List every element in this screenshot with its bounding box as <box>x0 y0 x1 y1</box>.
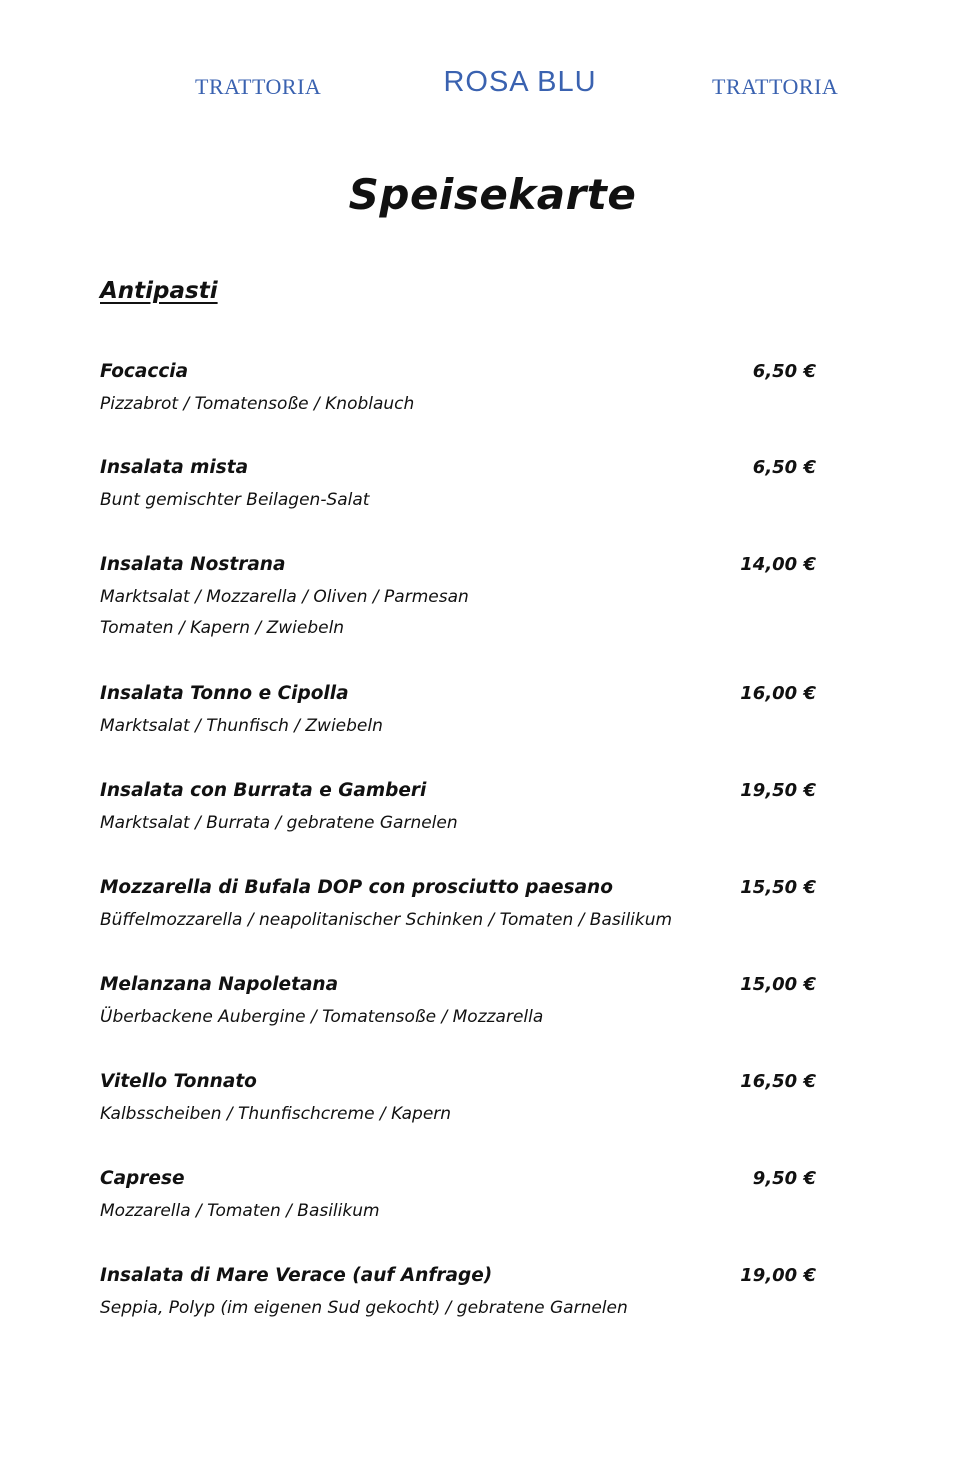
menu-item-price: 15,50 € <box>740 877 816 898</box>
menu-item <box>100 777 820 839</box>
menu-item-description: Marktsalat / Mozzarella / Oliven / Parmesan <box>100 587 469 607</box>
menu-item-price: 16,50 € <box>740 1071 816 1092</box>
menu-item <box>100 358 820 420</box>
menu-item-price: 14,00 € <box>740 554 816 575</box>
header-right-label: TRATTORIA <box>712 74 839 99</box>
menu-item-price: 6,50 € <box>752 361 816 382</box>
menu-item <box>100 551 820 644</box>
menu-item-description: Pizzabrot / Tomatensoße / Knoblauch <box>100 394 415 414</box>
menu-item-price: 19,00 € <box>740 1265 816 1286</box>
menu-item-name: Insalata Nostrana <box>100 554 286 575</box>
menu-item <box>100 1068 820 1130</box>
menu-item-name: Caprese <box>100 1168 185 1189</box>
menu-item <box>100 1262 820 1324</box>
menu-item-price: 15,00 € <box>740 974 816 995</box>
menu-item-price: 6,50 € <box>752 457 816 478</box>
menu-item <box>100 874 820 936</box>
menu-item-name: Insalata di Mare Verace (auf Anfrage) <box>100 1265 493 1286</box>
menu-item-description: Seppia, Polyp (im eigenen Sud gekocht) / gebratene Garnelen <box>100 1298 628 1318</box>
menu-item-description: Kalbsscheiben / Thunfischcreme / Kapern <box>100 1104 452 1124</box>
menu-item-description: Tomaten / Kapern / Zwiebeln <box>100 618 345 638</box>
restaurant-name: ROSA BLU <box>443 66 597 98</box>
menu-item-name: Insalata con Burrata e Gamberi <box>100 780 427 801</box>
menu-item-price: 9,50 € <box>752 1168 816 1189</box>
menu-item-name: Insalata Tonno e Cipolla <box>100 683 349 704</box>
menu-item <box>100 1165 820 1227</box>
menu-item-price: 16,00 € <box>740 683 816 704</box>
menu-item-description: Mozzarella / Tomaten / Basilikum <box>100 1201 380 1221</box>
menu-item-price: 19,50 € <box>740 780 816 801</box>
header-left-label: TRATTORIA <box>195 74 322 99</box>
menu-item <box>100 680 820 742</box>
menu-item <box>100 454 820 516</box>
menu-item-name: Vitello Tonnato <box>100 1071 257 1092</box>
menu-item-description: Bunt gemischter Beilagen-Salat <box>100 490 370 510</box>
menu-item-name: Melanzana Napoletana <box>100 974 339 995</box>
menu-item-description: Büffelmozzarella / neapolitanischer Schinken / Tomaten / Basilikum <box>100 910 673 930</box>
menu-item-description: Marktsalat / Burrata / gebratene Garnelen <box>100 813 458 833</box>
menu-item-description: Marktsalat / Thunfisch / Zwiebeln <box>100 716 383 736</box>
restaurant-header <box>0 60 973 110</box>
menu-item <box>100 971 820 1033</box>
menu-item-description: Überbackene Aubergine / Tomatensoße / Mozzarella <box>100 1007 544 1027</box>
section-heading-antipasti: Antipasti <box>100 278 218 304</box>
menu-item-name: Focaccia <box>100 361 189 382</box>
menu-item-name: Mozzarella di Bufala DOP con prosciutto paesano <box>100 877 613 898</box>
menu-item-name: Insalata mista <box>100 457 249 478</box>
page-title: Speisekarte <box>348 170 637 219</box>
